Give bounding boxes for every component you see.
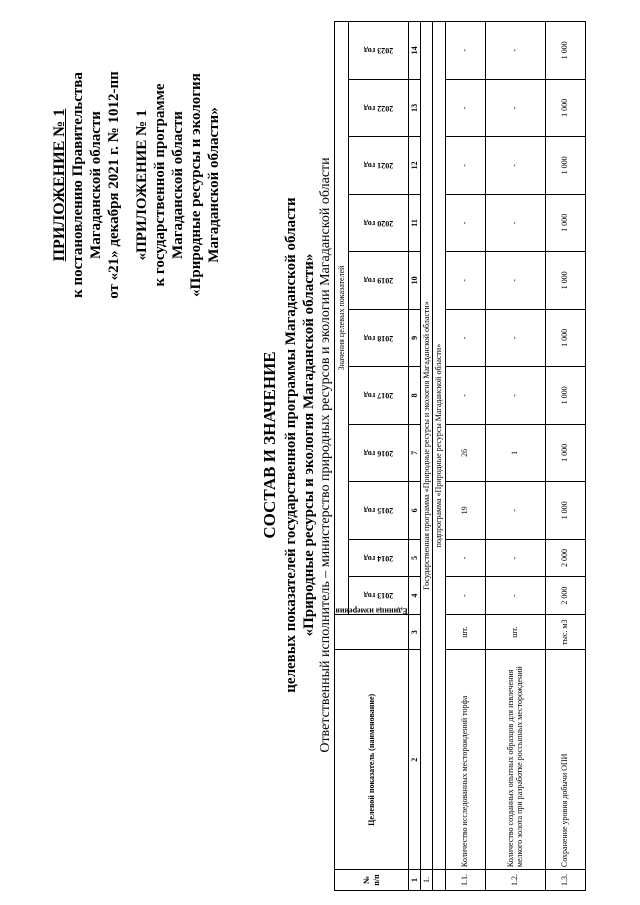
responsible-executor: Ответственный исполнитель – министерство природных ресурсов и экологии Магаданской области <box>318 157 333 753</box>
column-index: 9 <box>409 309 421 367</box>
col-name-header: Целевой показатель (наименование) <box>335 650 409 870</box>
row-name: Сохранение уровня добычи ОПИ <box>545 650 585 870</box>
row-value: 2 000 <box>545 577 585 615</box>
row-value: - <box>445 577 485 615</box>
column-index: 10 <box>409 252 421 310</box>
row-value: 1 000 <box>545 424 585 482</box>
row-value: 1 000 <box>545 22 585 80</box>
row-unit: тыс. м3 <box>545 614 585 650</box>
row-unit: шт. <box>445 614 485 650</box>
row-value: - <box>485 137 545 195</box>
row-value: - <box>485 367 545 425</box>
subprogram-row <box>433 22 445 891</box>
appendix-title: ПРИЛОЖЕНИЕ № 1 <box>51 108 68 262</box>
row-value: - <box>485 539 545 577</box>
year-label: 2015 год <box>363 506 394 516</box>
row-value: 1 000 <box>545 482 585 540</box>
title-line: «Природные ресурсы и экология Магаданской области» <box>301 253 318 637</box>
row-value: 1 000 <box>545 252 585 310</box>
year-header <box>349 367 409 425</box>
row-value: - <box>485 577 545 615</box>
row-value: 1 000 <box>545 137 585 195</box>
appendix-line: «Природные ресурсы и экология <box>188 73 205 297</box>
row-value: - <box>485 79 545 137</box>
year-header <box>349 482 409 540</box>
row-value: - <box>445 194 485 252</box>
table-row <box>485 22 545 891</box>
row-name: Количество исследованных месторождений торфа <box>445 650 485 870</box>
document-title <box>260 185 318 705</box>
col-values-header: Значения целевых показателей <box>335 22 349 615</box>
col-unit-header <box>335 607 409 650</box>
column-index: 1 <box>409 870 421 891</box>
row-value: 1 000 <box>545 309 585 367</box>
year-label: 2022 год <box>363 103 394 113</box>
row-num: 1.1. <box>445 870 485 891</box>
year-label: 2016 год <box>363 448 394 458</box>
row-value: 2 000 <box>545 539 585 577</box>
column-index: 8 <box>409 367 421 425</box>
row-value: - <box>445 252 485 310</box>
column-index: 11 <box>409 194 421 252</box>
title-line: СОСТАВ И ЗНАЧЕНИЕ <box>260 351 279 539</box>
row-value: 19 <box>445 482 485 540</box>
year-header <box>349 252 409 310</box>
appendix-line: к постановлению Правительства <box>70 72 87 298</box>
year-label: 2019 год <box>363 276 394 286</box>
row-value: - <box>485 194 545 252</box>
row-value: 1 <box>485 424 545 482</box>
row-value: - <box>445 367 485 425</box>
column-index: 5 <box>409 539 421 577</box>
row-value: - <box>445 539 485 577</box>
indicators-table <box>334 21 586 891</box>
year-label: 2017 год <box>363 391 394 401</box>
column-index: 4 <box>409 577 421 615</box>
appendix-line: Магаданской области <box>170 111 187 259</box>
section-row <box>421 22 433 891</box>
appendix-line: Магаданской области» <box>206 107 223 263</box>
row-value: 26 <box>445 424 485 482</box>
year-label: 2013 год <box>363 591 394 601</box>
column-index: 14 <box>409 22 421 80</box>
row-value: - <box>445 137 485 195</box>
row-value: - <box>445 22 485 80</box>
year-header <box>349 309 409 367</box>
section-num: 1. <box>421 870 433 891</box>
row-value: 1 000 <box>545 194 585 252</box>
appendix-header <box>50 25 223 345</box>
row-value: - <box>485 22 545 80</box>
col-num-header: № п/п <box>335 870 409 891</box>
row-value: - <box>485 252 545 310</box>
row-name: Количество созданных опытных образцов для извлечения мелкого золота при разработке россыпных месторождений <box>485 650 545 870</box>
column-index: 13 <box>409 79 421 137</box>
row-value: - <box>485 309 545 367</box>
table-row <box>445 22 485 891</box>
section-label: Государственная программа «Природные ресурсы и экология Магаданской области» <box>421 22 433 870</box>
appendix-line: к государственной программе <box>152 83 169 287</box>
column-index: 6 <box>409 482 421 540</box>
year-label: 2021 год <box>363 161 394 171</box>
year-label: 2023 год <box>363 45 394 55</box>
subprogram-label: подпрограмма «Природные ресурсы Магаданской области» <box>433 22 445 870</box>
row-value: 1 000 <box>545 367 585 425</box>
title-line: целевых показателей государственной программы Магаданской области <box>283 197 300 693</box>
year-header <box>349 424 409 482</box>
row-unit: шт. <box>485 614 545 650</box>
column-index: 7 <box>409 424 421 482</box>
year-header <box>349 137 409 195</box>
row-num: 1.3. <box>545 870 585 891</box>
year-header <box>349 79 409 137</box>
row-value: - <box>485 482 545 540</box>
row-num: 1.2. <box>485 870 545 891</box>
year-header <box>349 539 409 577</box>
appendix-line: Магаданской области <box>88 111 105 259</box>
year-label: 2018 год <box>363 333 394 343</box>
appendix-line: «ПРИЛОЖЕНИЕ № 1 <box>134 109 151 261</box>
row-value: - <box>445 309 485 367</box>
row-value: - <box>445 79 485 137</box>
year-label: 2020 год <box>363 218 394 228</box>
year-header <box>349 194 409 252</box>
appendix-date-line: от «21» декабря 2021 г. № 1012-пп <box>106 71 123 299</box>
subprogram-num <box>433 870 445 891</box>
column-index: 12 <box>409 137 421 195</box>
row-value: 1 000 <box>545 79 585 137</box>
table-row <box>545 22 585 891</box>
col-unit-label: Единица измерения <box>335 607 408 617</box>
year-header <box>349 22 409 80</box>
year-label: 2014 год <box>363 553 394 563</box>
column-index: 3 <box>409 614 421 650</box>
column-index: 2 <box>409 650 421 870</box>
